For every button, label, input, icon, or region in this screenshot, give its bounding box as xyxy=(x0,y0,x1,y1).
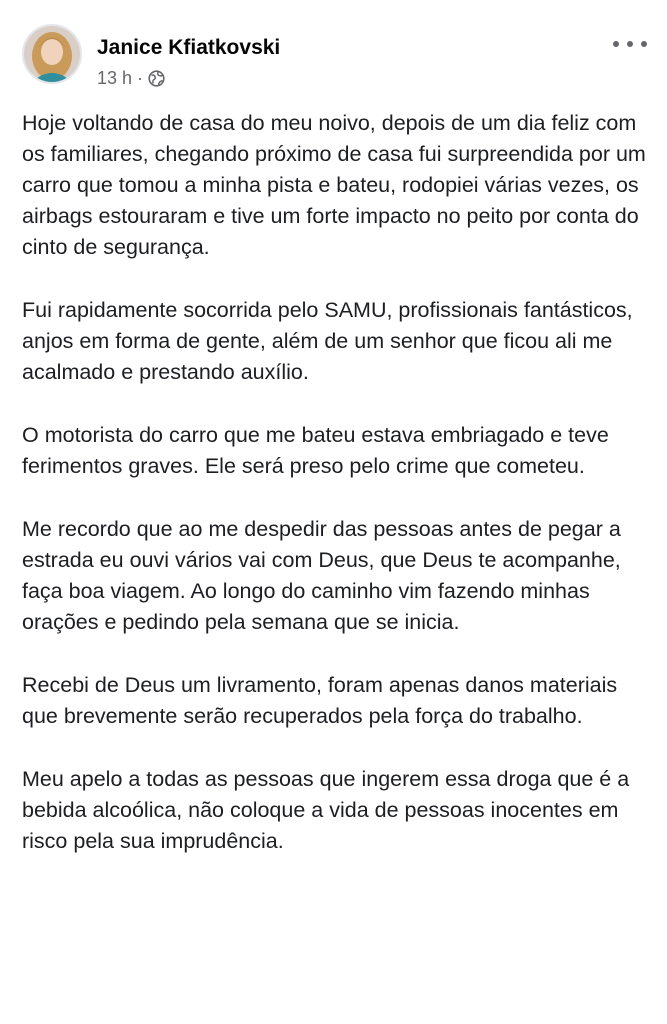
more-dot xyxy=(641,41,647,47)
post-header xyxy=(22,24,647,94)
more-dot xyxy=(627,41,633,47)
author-avatar[interactable] xyxy=(22,24,82,84)
author-name[interactable]: Janice Kfiatkovski xyxy=(97,36,281,59)
meta-separator: · xyxy=(137,68,144,88)
post-paragraph: O motorista do carro que me bateu estava embriagado e teve ferimentos graves. Ele será preso pelo crime que cometeu. xyxy=(22,423,609,478)
globe-icon xyxy=(148,70,165,87)
post-timestamp[interactable]: 13 h xyxy=(97,68,133,88)
avatar-photo xyxy=(24,26,80,82)
post-paragraph: Recebi de Deus um livramento, foram apenas danos materiais que brevemente serão recuperados pela força do trabalho. xyxy=(22,673,618,728)
post-paragraph: Me recordo que ao me despedir das pessoas antes de pegar a estrada eu ouvi vários vai com Deus, que Deus te acompanhe, faça boa viagem. Ao longo do caminho vim fazendo minhas orações e pedindo pela semana que se inicia. xyxy=(22,517,621,634)
post-paragraph: Fui rapidamente socorrida pelo SAMU, profissionais fantásticos, anjos em forma de gente, além de um senhor que ficou ali me acalmado e prestando auxílio. xyxy=(22,298,633,384)
post-body xyxy=(22,108,652,889)
more-dot xyxy=(613,41,619,47)
post-meta xyxy=(97,68,165,89)
post-paragraph: Hoje voltando de casa do meu noivo, depois de um dia feliz com os familiares, chegando próximo de casa fui surpreendida por um carro que tomou a minha pista e bateu, rodopiei várias vezes, os airbags estouraram e tive um forte impacto no peito por conta do cinto de segurança. xyxy=(22,111,646,259)
post-paragraph: Meu apelo a todas as pessoas que ingerem essa droga que é a bebida alcoólica, não coloque a vida de pessoas inocentes em risco pela sua imprudência. xyxy=(22,767,630,853)
more-options-icon[interactable] xyxy=(613,34,647,54)
